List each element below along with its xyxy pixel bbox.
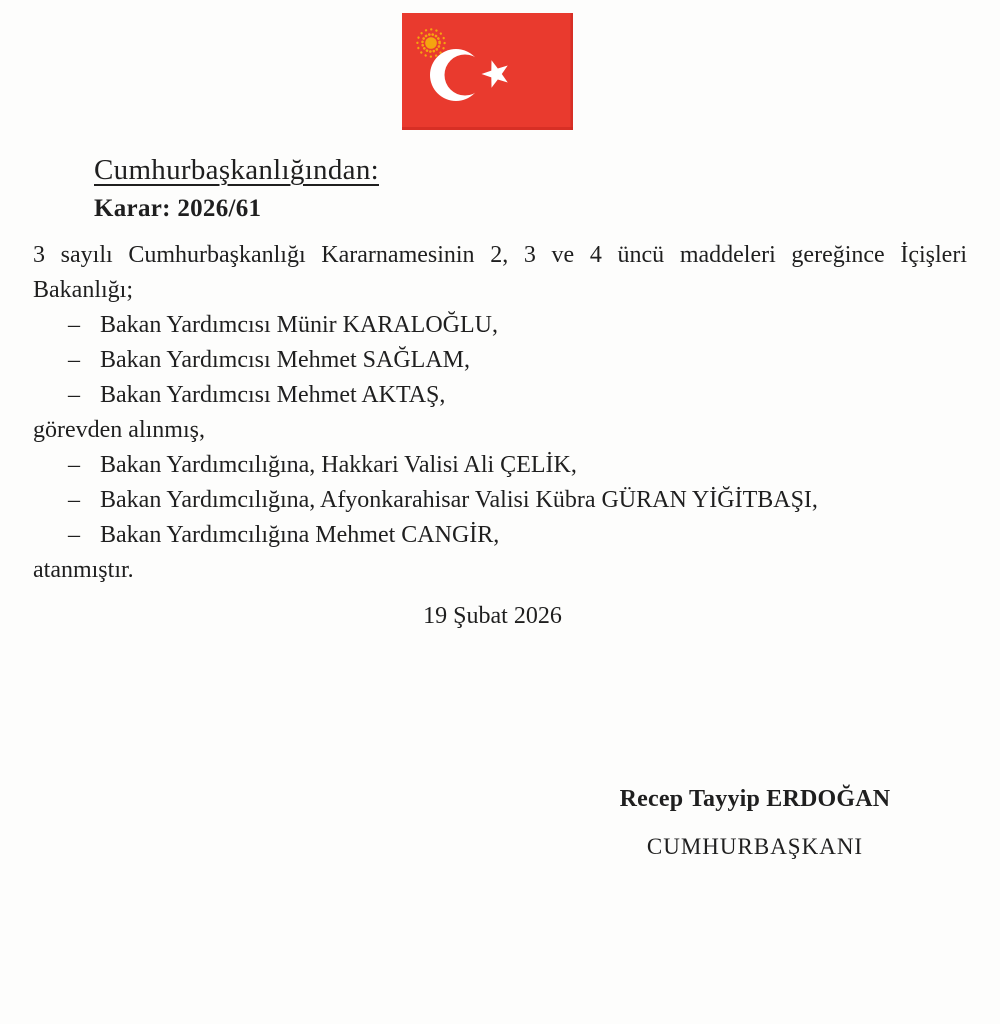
issuer-heading: Cumhurbaşkanlığından: [94, 154, 379, 186]
appointed-item-text: Bakan Yardımcılığına, Afyonkarahisar Valisi Kübra GÜRAN YİĞİTBAŞI, [100, 487, 818, 513]
flag-graphic [402, 13, 573, 130]
list-dash: – [68, 522, 80, 548]
decree-body [33, 238, 967, 588]
dismissed-item [33, 378, 967, 413]
decree-date: 19 Şubat 2026 [423, 603, 562, 629]
list-dash: – [68, 312, 80, 338]
dismissed-closing: görevden alınmış, [33, 417, 205, 443]
dismissed-item-text: Bakan Yardımcısı Mehmet AKTAŞ, [100, 382, 446, 408]
dismissed-item [33, 308, 967, 343]
appointed-item-text: Bakan Yardımcılığına, Hakkari Valisi Ali ÇELİK, [100, 452, 577, 478]
appointed-item [33, 518, 967, 553]
list-dash: – [68, 487, 80, 513]
decision-number: Karar: 2026/61 [94, 195, 262, 222]
appointed-item-text: Bakan Yardımcılığına Mehmet CANGİR, [100, 522, 500, 548]
dismissed-item-text: Bakan Yardımcısı Mehmet SAĞLAM, [100, 347, 470, 373]
turkish-presidential-flag-icon [402, 13, 573, 130]
appointed-item [33, 483, 967, 518]
dismissed-item [33, 343, 967, 378]
appointed-closing: atanmıştır. [33, 557, 134, 583]
intro-line-1: 3 sayılı Cumhurbaşkanlığı Kararnamesinin 2, 3 ve 4 üncü maddeleri gereğince İçişleri [33, 242, 967, 268]
list-dash: – [68, 452, 80, 478]
president-title: CUMHURBAŞKANI [646, 834, 864, 859]
dismissed-item-text: Bakan Yardımcısı Münir KARALOĞLU, [100, 312, 498, 338]
list-dash: – [68, 347, 80, 373]
president-name: Recep Tayyip ERDOĞAN [619, 786, 891, 812]
intro-line-2: Bakanlığı; [33, 277, 133, 303]
appointed-item [33, 448, 967, 483]
list-dash: – [68, 382, 80, 408]
signature-block [560, 786, 950, 860]
